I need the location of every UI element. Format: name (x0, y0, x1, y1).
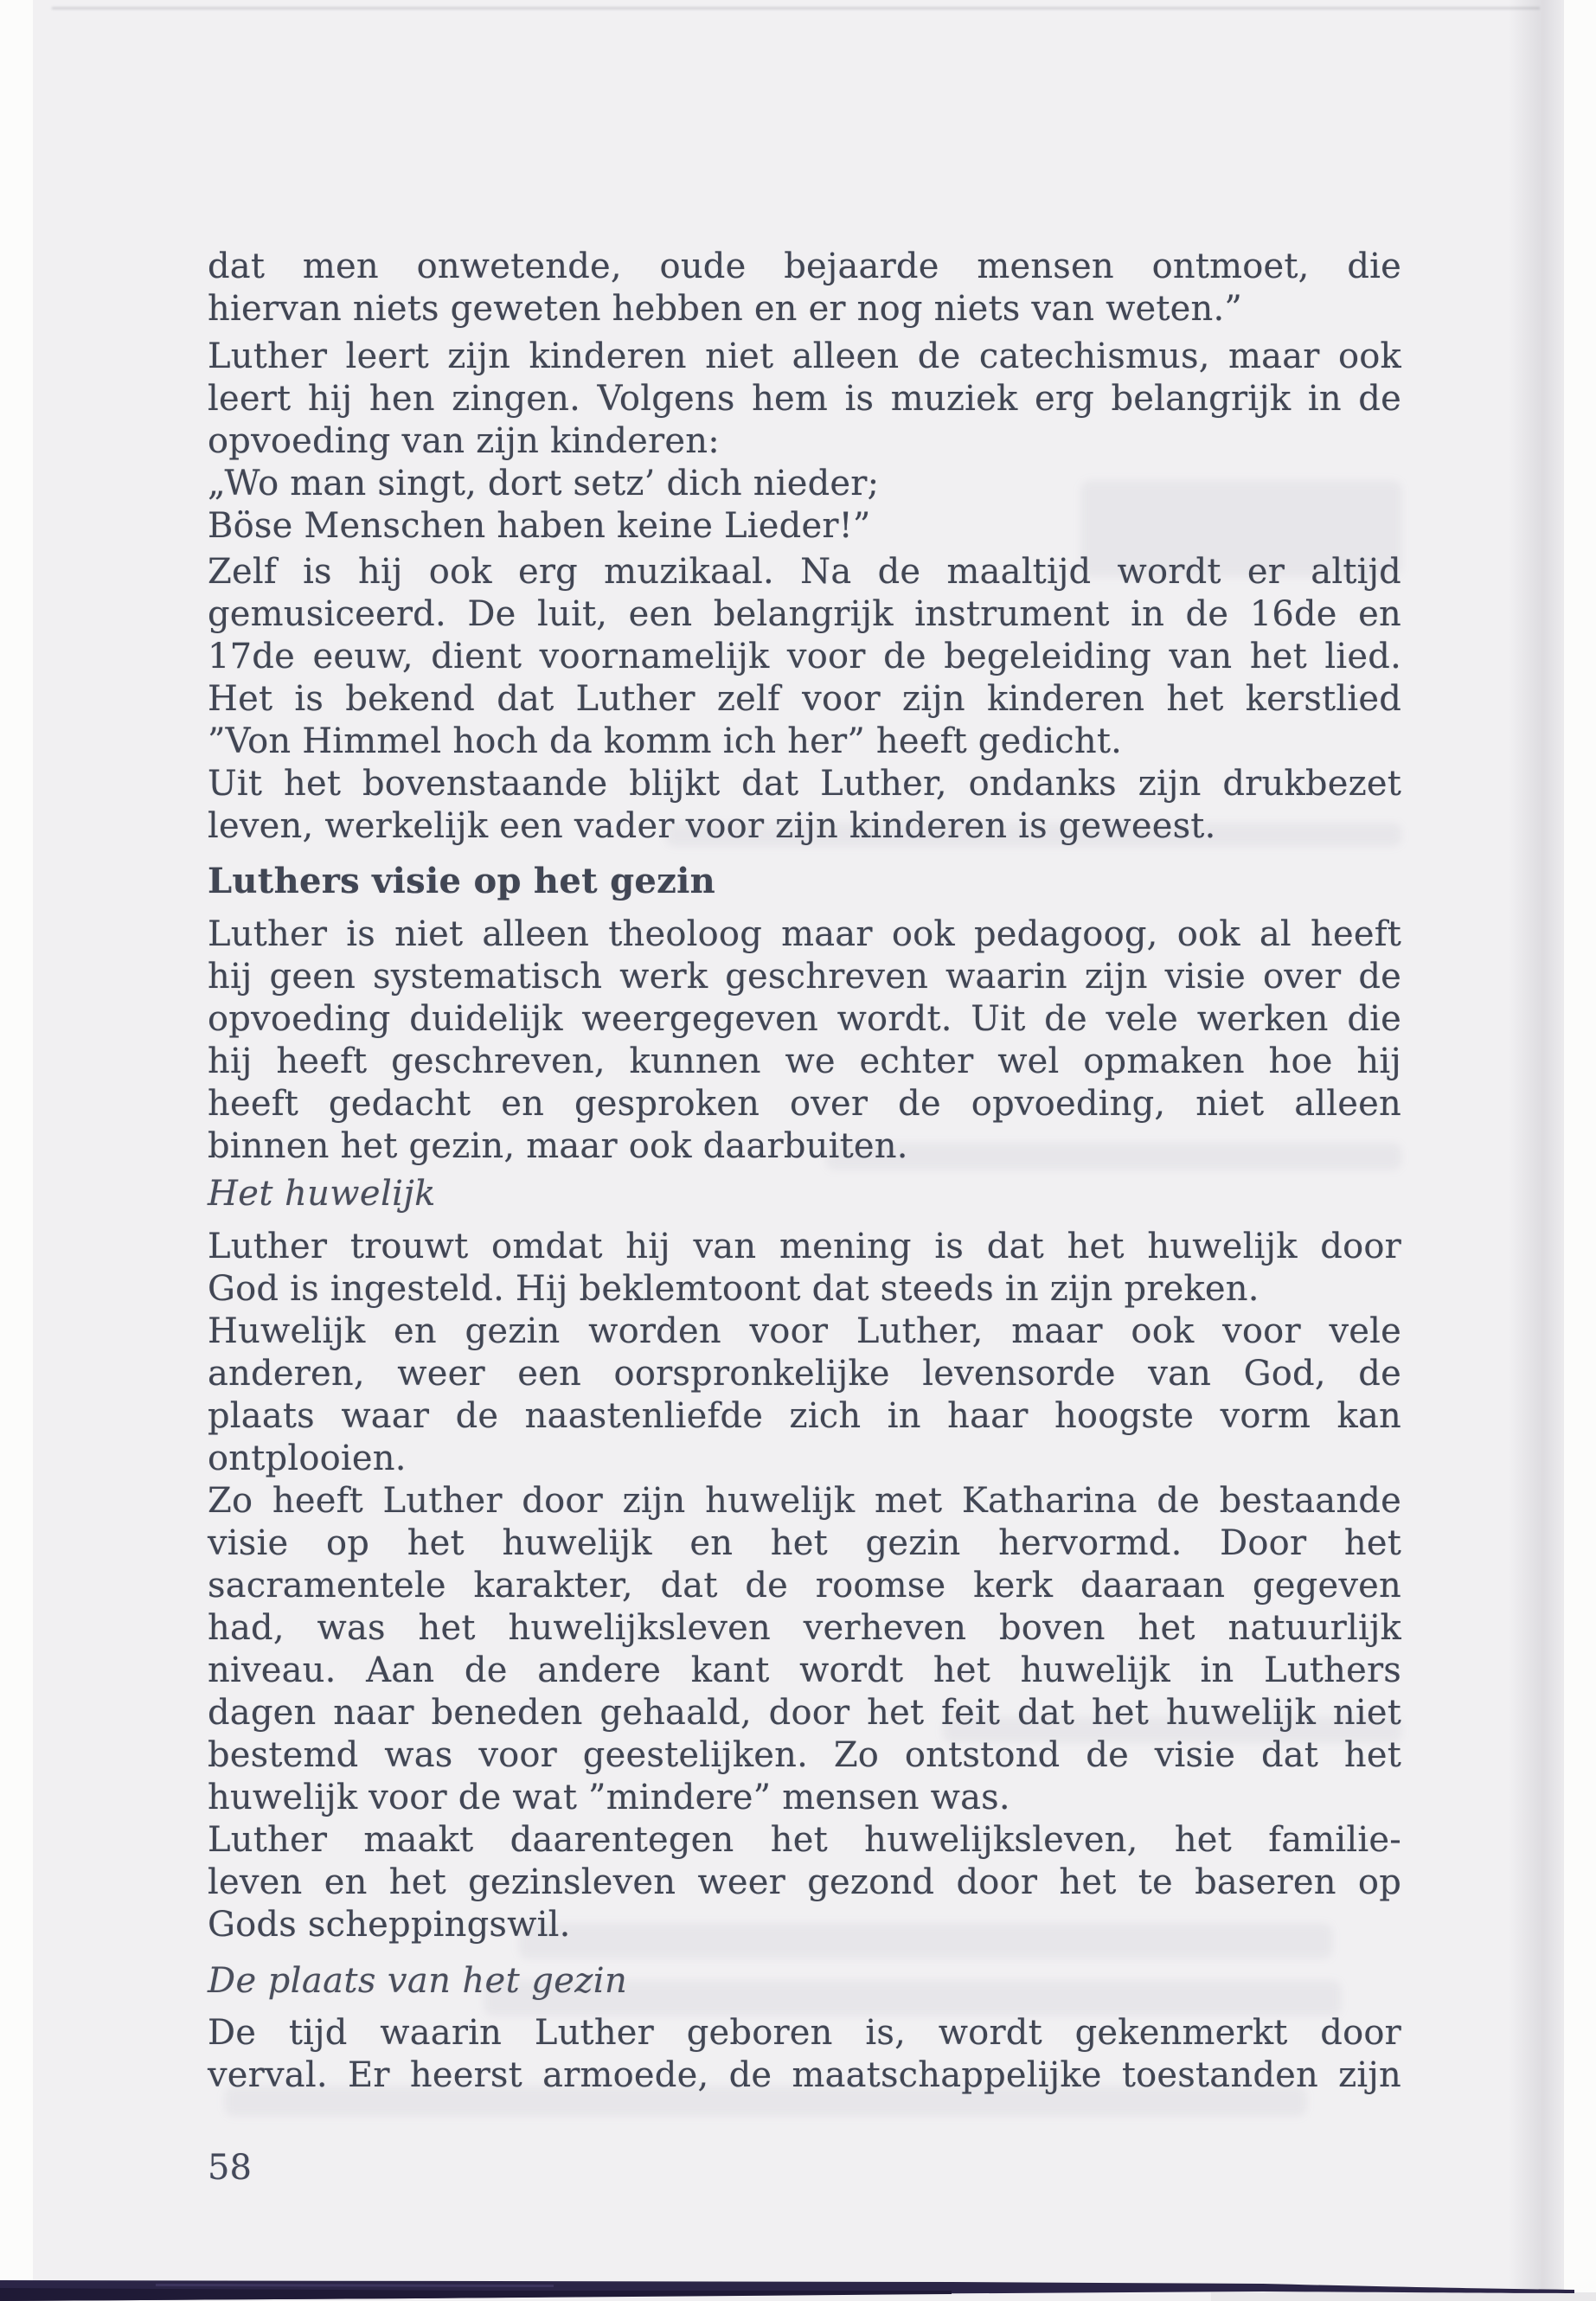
text-line: Böse Menschen haben keine Lieder!” (208, 506, 871, 546)
text-line: Gods scheppingswil. (208, 1905, 571, 1945)
text-line: Luther maakt daarentegen het huwelijksleven, het familie- (208, 1820, 1401, 1860)
text-flow (208, 0, 1401, 2301)
text-line: dagen naar beneden gehaald, door het feit dat het huwelijk niet (208, 1693, 1401, 1733)
text-line: verval. Er heerst armoede, de maatschappelijke toestanden zijn (208, 2055, 1401, 2095)
text-line: bestemd was voor geestelijken. Zo ontstond de visie dat het (208, 1735, 1401, 1775)
text-line: sacramentele karakter, dat de roomse kerk daaraan gegeven (208, 1566, 1401, 1606)
text-line: hij geen systematisch werk geschreven waarin zijn visie over de (208, 957, 1401, 997)
subsection-heading: Het huwelijk (208, 1174, 436, 1214)
paragraph (208, 1226, 1401, 1946)
paragraph (208, 913, 1401, 1168)
text-line: hij heeft geschreven, kunnen we echter wel opmaken hoe hij (208, 1042, 1401, 1081)
text-line: heeft gedacht en gesproken over de opvoeding, niet alleen (208, 1084, 1401, 1124)
paragraph (208, 2012, 1401, 2097)
text-line: Zelf is hij ook erg muzikaal. Na de maaltijd wordt er altijd (208, 552, 1401, 592)
text-line: had, was het huwelijksleven verheven boven het natuurlijk (208, 1608, 1401, 1648)
text-line: ”Von Himmel hoch da komm ich her” heeft gedicht. (208, 721, 1123, 761)
text-line: God is ingesteld. Hij beklemtoont dat steeds in zijn preken. (208, 1269, 1259, 1309)
text-line: De tijd waarin Luther geboren is, wordt gekenmerkt door (208, 2013, 1401, 2053)
text-line: huwelijk voor de wat ”mindere” mensen was. (208, 1778, 1010, 1817)
text-line: hiervan niets geweten hebben en er nog niets van weten.” (208, 289, 1243, 329)
text-line: opvoeding duidelijk weergegeven wordt. Uit de vele werken die (208, 999, 1401, 1039)
text-line: ontplooien. (208, 1439, 407, 1478)
text-line: opvoeding van zijn kinderen: (208, 421, 720, 461)
paragraph (208, 551, 1401, 848)
text-line: leert hij hen zingen. Volgens hem is muziek erg belangrijk in de (208, 379, 1401, 419)
text-line: Luther trouwt omdat hij van mening is dat het huwelijk door (208, 1227, 1401, 1266)
text-line: Uit het bovenstaande blijkt dat Luther, ondanks zijn drukbezet (208, 764, 1401, 804)
page-right-edge-shadow (1509, 0, 1564, 2301)
text-line: Luther is niet alleen theoloog maar ook pedagoog, ook al heeft (208, 914, 1401, 954)
page-number: 58 (208, 2148, 252, 2188)
text-line: gemusiceerd. De luit, een belangrijk instrument in de 16de en (208, 594, 1401, 634)
section-heading: Luthers visie op het gezin (208, 861, 715, 901)
paragraph (208, 336, 1401, 548)
text-line: „Wo man singt, dort setz’ dich nieder; (208, 464, 880, 503)
text-line: visie op het huwelijk en het gezin hervormd. Door het (208, 1523, 1401, 1563)
text-line: Zo heeft Luther door zijn huwelijk met Katharina de bestaande (208, 1481, 1401, 1521)
text-line: Het is bekend dat Luther zelf voor zijn kinderen het kerstlied (208, 679, 1401, 719)
text-line: leven, werkelijk een vader voor zijn kinderen is geweest. (208, 806, 1216, 846)
text-line: Luther leert zijn kinderen niet alleen de catechismus, maar ook (208, 336, 1401, 376)
text-line: 17de eeuw, dient voornamelijk voor de begeleiding van het lied. (208, 637, 1401, 676)
subsection-heading: De plaats van het gezin (208, 1961, 628, 2001)
text-line: binnen het gezin, maar ook daarbuiten. (208, 1126, 908, 1166)
text-line: dat men onwetende, oude bejaarde mensen ontmoet, die (208, 247, 1401, 286)
text-line: anderen, weer een oorspronkelijke levensorde van God, de (208, 1354, 1401, 1394)
paragraph (208, 246, 1401, 330)
text-line: Huwelijk en gezin worden voor Luther, maar ook voor vele (208, 1311, 1401, 1351)
text-line: plaats waar de naastenliefde zich in haar hoogste vorm kan (208, 1396, 1401, 1436)
text-line: leven en het gezinsleven weer gezond door het te baseren op (208, 1862, 1401, 1902)
scan-bottom-edge-shadow (0, 2249, 1596, 2301)
text-line: niveau. Aan de andere kant wordt het huwelijk in Luthers (208, 1650, 1401, 1690)
